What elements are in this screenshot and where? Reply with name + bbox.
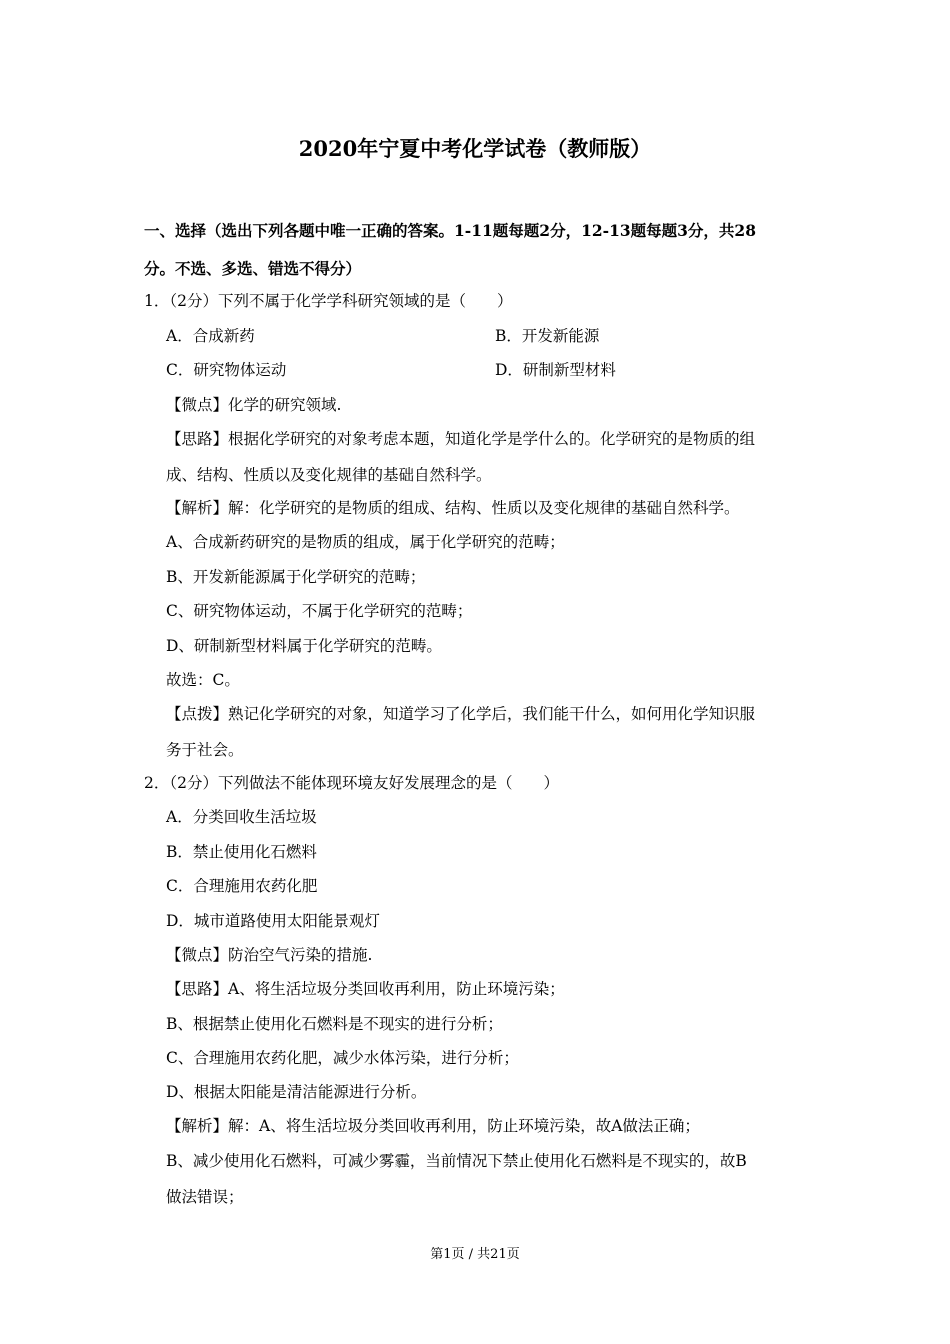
q1-answer: 故选：C。 [166, 671, 240, 689]
section-heading-line2: 分。不选、多选、错选不得分） [144, 259, 362, 278]
q1-analysis-c: C、研究物体运动，不属于化学研究的范畴； [166, 602, 473, 620]
q2-silu-b: B、根据禁止使用化石燃料是不现实的进行分析； [166, 1015, 503, 1033]
q1-analysis-a: A、合成新药研究的是物质的组成，属于化学研究的范畴； [166, 533, 565, 551]
q1-dianbo-line2: 务于社会。 [166, 741, 244, 759]
section-heading-line1: 一、选择（选出下列各题中唯一正确的答案。1-11题每题2分，12-13题每题3分，共28 [144, 221, 757, 240]
question-2-stem: 2．（2分）下列做法不能体现环境友好发展理念的是（ ） [144, 774, 559, 792]
q1-option-c: C．研究物体运动 [166, 361, 287, 379]
q1-option-d: D．研制新型材料 [495, 361, 616, 379]
q1-analysis-b: B、开发新能源属于化学研究的范畴； [166, 568, 426, 586]
page-title: 2020年宁夏中考化学试卷（教师版） [298, 136, 652, 161]
q1-weidian: 【微点】化学的研究领域. [166, 396, 342, 414]
q2-option-d: D．城市道路使用太阳能景观灯 [166, 912, 380, 930]
q2-weidian: 【微点】防治空气污染的措施. [166, 946, 373, 964]
page-footer: 第1页 / 共21页 [430, 1247, 520, 1262]
q1-silu-line1: 【思路】根据化学研究的对象考虑本题，知道化学是学什么的。化学研究的是物质的组 [166, 430, 756, 448]
q1-analysis-d: D、研制新型材料属于化学研究的范畴。 [166, 637, 442, 655]
q2-option-a: A．分类回收生活垃圾 [166, 808, 317, 826]
q1-dianbo-line1: 【点拨】熟记化学研究的对象，知道学习了化学后，我们能干什么，如何用化学知识服 [166, 705, 756, 723]
q2-option-c: C．合理施用农药化肥 [166, 877, 318, 895]
q1-jiexi: 【解析】解：化学研究的是物质的组成、结构、性质以及变化规律的基础自然科学。 [166, 499, 740, 517]
q2-option-b: B．禁止使用化石燃料 [166, 843, 317, 861]
q2-silu-c: C、合理施用农药化肥，减少水体污染，进行分析； [166, 1049, 519, 1067]
q2-jiexi-b-line1: B、减少使用化石燃料，可减少雾霾，当前情况下禁止使用化石燃料是不现实的，故B [166, 1152, 747, 1170]
q1-option-a: A．合成新药 [166, 327, 255, 345]
question-1-stem: 1．（2分）下列不属于化学学科研究领域的是（ ） [144, 292, 513, 310]
q2-jiexi-b-line2: 做法错误； [166, 1188, 244, 1206]
q2-jiexi-a: 【解析】解：A、将生活垃圾分类回收再利用，防止环境污染，故A做法正确； [166, 1117, 700, 1135]
q2-silu-d: D、根据太阳能是清洁能源进行分析。 [166, 1083, 427, 1101]
q1-option-b: B．开发新能源 [495, 327, 600, 345]
q1-silu-line2: 成、结构、性质以及变化规律的基础自然科学。 [166, 466, 492, 484]
q2-silu-a: 【思路】A、将生活垃圾分类回收再利用，防止环境污染； [166, 980, 565, 998]
